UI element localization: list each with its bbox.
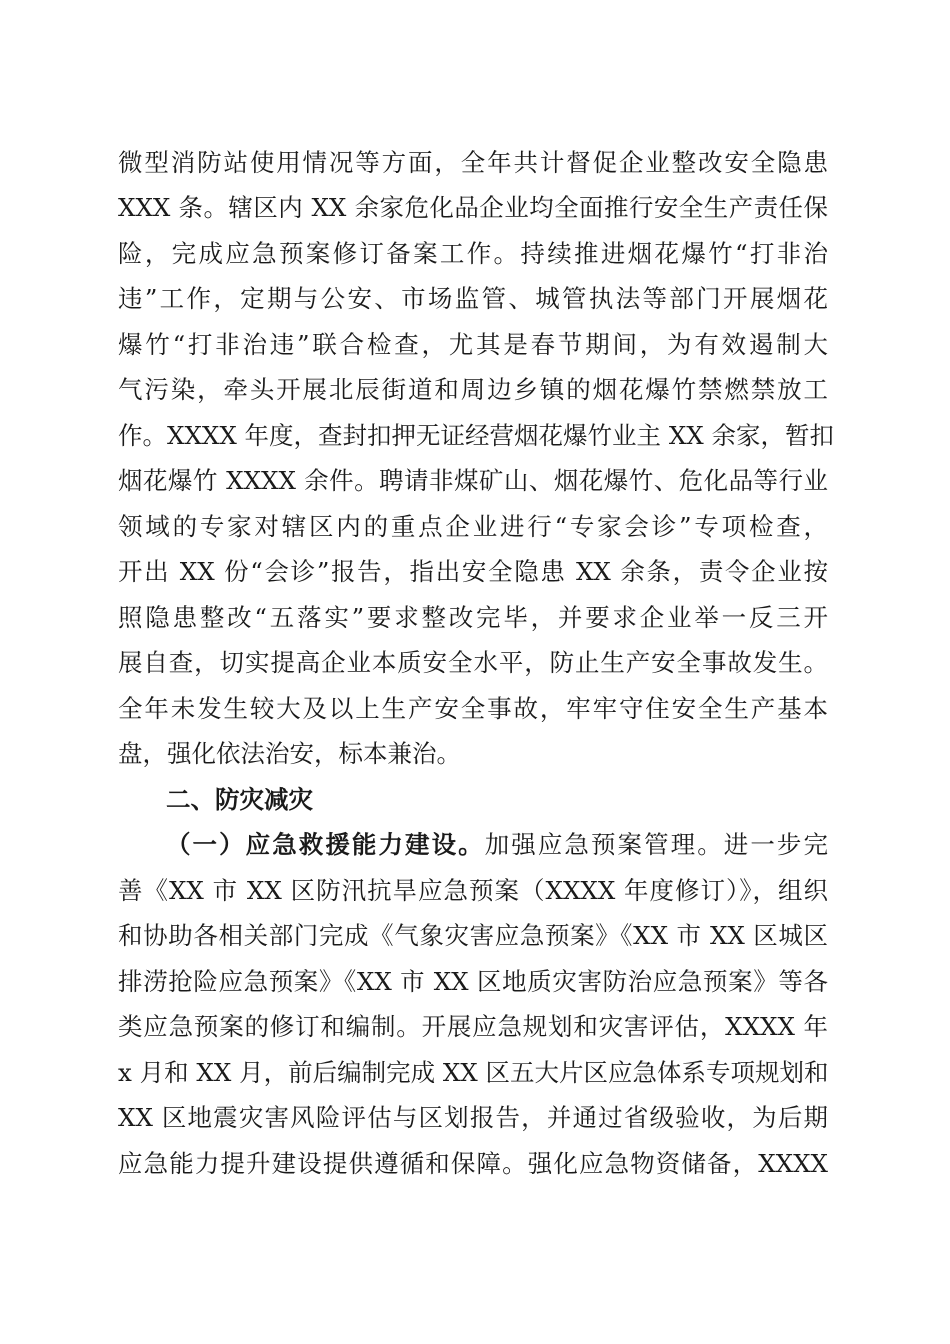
body-text-line: x 月和 XX 月，前后编制完成 XX 区五大片区应急体系专项规划和: [118, 1058, 829, 1087]
body-text-line: 照隐患整改“五落实”要求整改完毕，并要求企业举一反三开: [118, 603, 828, 632]
body-text-line: 烟花爆竹 XXXX 余件。聘请非煤矿山、烟花爆竹、危化品等行业: [118, 466, 828, 495]
body-text-line: 领域的专家对辖区内的重点企业进行“专家会诊”专项检查，: [118, 512, 828, 541]
body-text-fragment: 加强应急预案管理。进一步完: [484, 830, 828, 859]
body-text-line: 全年未发生较大及以上生产安全事故，牢牢守住安全生产基本: [118, 694, 828, 723]
body-text-line: XXX 条。辖区内 XX 余家危化品企业均全面推行安全生产责任保: [118, 193, 828, 222]
body-text-line: 排涝抢险应急预案》《XX 市 XX 区地质灾害防治应急预案》等各: [118, 967, 828, 996]
body-text-line: 盘，强化依法治安，标本兼治。: [118, 739, 461, 768]
body-text-line: 气污染，牵头开展北辰街道和周边乡镇的烟花爆竹禁燃禁放工: [118, 375, 828, 404]
body-text-line: 应急能力提升建设提供遵循和保障。强化应急物资储备，XXXX: [118, 1149, 828, 1178]
body-text-line: 开出 XX 份“会诊”报告，指出安全隐患 XX 余条，责令企业按: [118, 557, 828, 586]
body-text-line: 违”工作，定期与公安、市场监管、城管执法等部门开展烟花: [118, 284, 828, 313]
body-text-line: 展自查，切实提高企业本质安全水平，防止生产安全事故发生。: [118, 648, 828, 677]
subsection-heading: （一）应急救援能力建设。: [166, 830, 485, 859]
body-text-line: XX 区地震灾害风险评估与区划报告，并通过省级验收，为后期: [118, 1103, 828, 1132]
body-text-line: 爆竹“打非治违”联合检查，尤其是春节期间，为有效遏制大: [118, 330, 828, 359]
body-text-line: 类应急预案的修订和编制。开展应急规划和灾害评估，XXXX 年: [118, 1012, 828, 1041]
body-text-line: 和协助各相关部门完成《气象灾害应急预案》《XX 市 XX 区城区: [118, 921, 828, 950]
body-text-line: 善《XX 市 XX 区防汛抗旱应急预案（XXXX 年度修订）》，组织: [118, 876, 828, 905]
subsection-first-line: [166, 825, 828, 865]
body-text-line: 作。XXXX 年度，查封扣押无证经营烟花爆竹业主 XX 余家，暂扣: [118, 421, 835, 450]
body-text-line: 微型消防站使用情况等方面，全年共计督促企业整改安全隐患: [118, 148, 828, 177]
section-heading: 二、防灾减灾: [166, 785, 313, 814]
body-text-line: 险，完成应急预案修订备案工作。持续推进烟花爆竹“打非治: [118, 239, 828, 268]
